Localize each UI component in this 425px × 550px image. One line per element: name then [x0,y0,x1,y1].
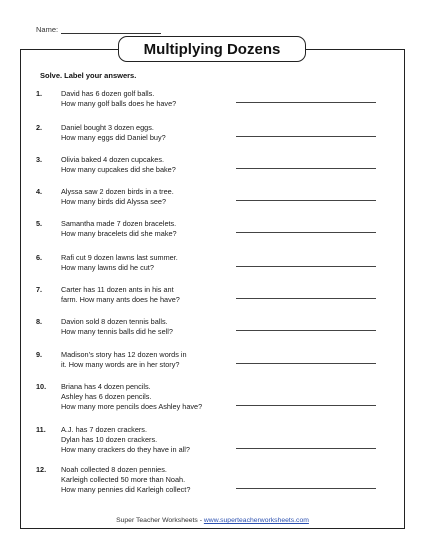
problem-line: Carter has 11 dozen ants in his ant [61,285,174,294]
problem-line: farm. How many ants does he have? [61,295,180,304]
problem-text [61,285,180,305]
problem-text [61,253,178,273]
problem-line: Ashley has 6 dozen pencils. [61,392,152,401]
problem-text [61,219,177,239]
problem-line: How many eggs did Daniel buy? [61,133,166,142]
problem-text [61,89,176,109]
problem-line: Noah collected 8 dozen pennies. [61,465,167,474]
name-line[interactable] [61,25,161,34]
problem-line: How many more pencils does Ashley have? [61,402,203,411]
problem-number: 11. [36,425,46,434]
problem-line: How many bracelets did she make? [61,229,177,238]
problem-number: 8. [36,317,43,326]
problem-number: 12. [36,465,47,474]
problem-line: David has 6 dozen golf balls. [61,89,155,98]
problem-number: 7. [36,285,43,294]
answer-line[interactable] [236,232,376,233]
problem-line: Madison’s story has 12 dozen words in [61,350,187,359]
problem-line: Davion sold 8 dozen tennis balls. [61,317,168,326]
answer-line[interactable] [236,330,376,331]
instructions: Solve. Label your answers. [40,71,137,80]
problem-number: 4. [36,187,43,196]
problem-text [61,425,190,455]
footer-brand: Super Teacher Worksheets [116,517,198,524]
answer-line[interactable] [236,488,376,489]
footer-link[interactable]: www.superteacherworksheets.com [203,517,309,524]
problem-line: How many birds did Alyssa see? [61,197,167,206]
problem-line: How many cupcakes did she bake? [61,165,176,174]
problem-line: Karleigh collected 50 more than Noah. [61,475,186,484]
problem-line: Olivia baked 4 dozen cupcakes. [61,155,165,164]
problem-text [61,187,174,207]
problem-line: How many lawns did he cut? [61,263,154,272]
problem-number: 6. [36,253,43,262]
answer-line[interactable] [236,266,376,267]
problem-number: 1. [36,89,43,98]
answer-line[interactable] [236,136,376,137]
problem-text [61,155,176,175]
problem-line: How many tennis balls did he sell? [61,327,173,336]
problem-line: Samantha made 7 dozen bracelets. [61,219,177,228]
problem-line: Alyssa saw 2 dozen birds in a tree. [61,187,174,196]
name-label: Name: [36,25,59,34]
problem-number: 3. [36,155,43,164]
footer [0,517,425,524]
name-field[interactable] [36,25,161,34]
problem-line: Daniel bought 3 dozen eggs. [61,123,154,132]
answer-line[interactable] [236,405,376,406]
problem-line: Briana has 4 dozen pencils. [61,382,151,391]
answer-line[interactable] [236,448,376,449]
footer-separator: - [197,517,204,524]
problem-text [61,382,202,412]
answer-line[interactable] [236,363,376,364]
problem-text [61,350,187,370]
problem-line: A.J. has 7 dozen crackers. [61,425,147,434]
page-title: Multiplying Dozens [118,36,306,62]
problem-line: it. How many words are in her story? [61,360,180,369]
problem-number: 10. [36,382,47,391]
problem-text [61,123,166,143]
problem-text [61,465,190,495]
answer-line[interactable] [236,102,376,103]
problem-number: 9. [36,350,43,359]
problem-line: Dylan has 10 dozen crackers. [61,435,158,444]
problem-number: 5. [36,219,43,228]
problem-line: Rafi cut 9 dozen lawns last summer. [61,253,178,262]
problem-line: How many pennies did Karleigh collect? [61,485,191,494]
problem-line: How many golf balls does he have? [61,99,177,108]
problem-text [61,317,173,337]
problem-number: 2. [36,123,43,132]
problem-line: How many crackers do they have in all? [61,445,190,454]
answer-line[interactable] [236,200,376,201]
answer-line[interactable] [236,168,376,169]
answer-line[interactable] [236,298,376,299]
